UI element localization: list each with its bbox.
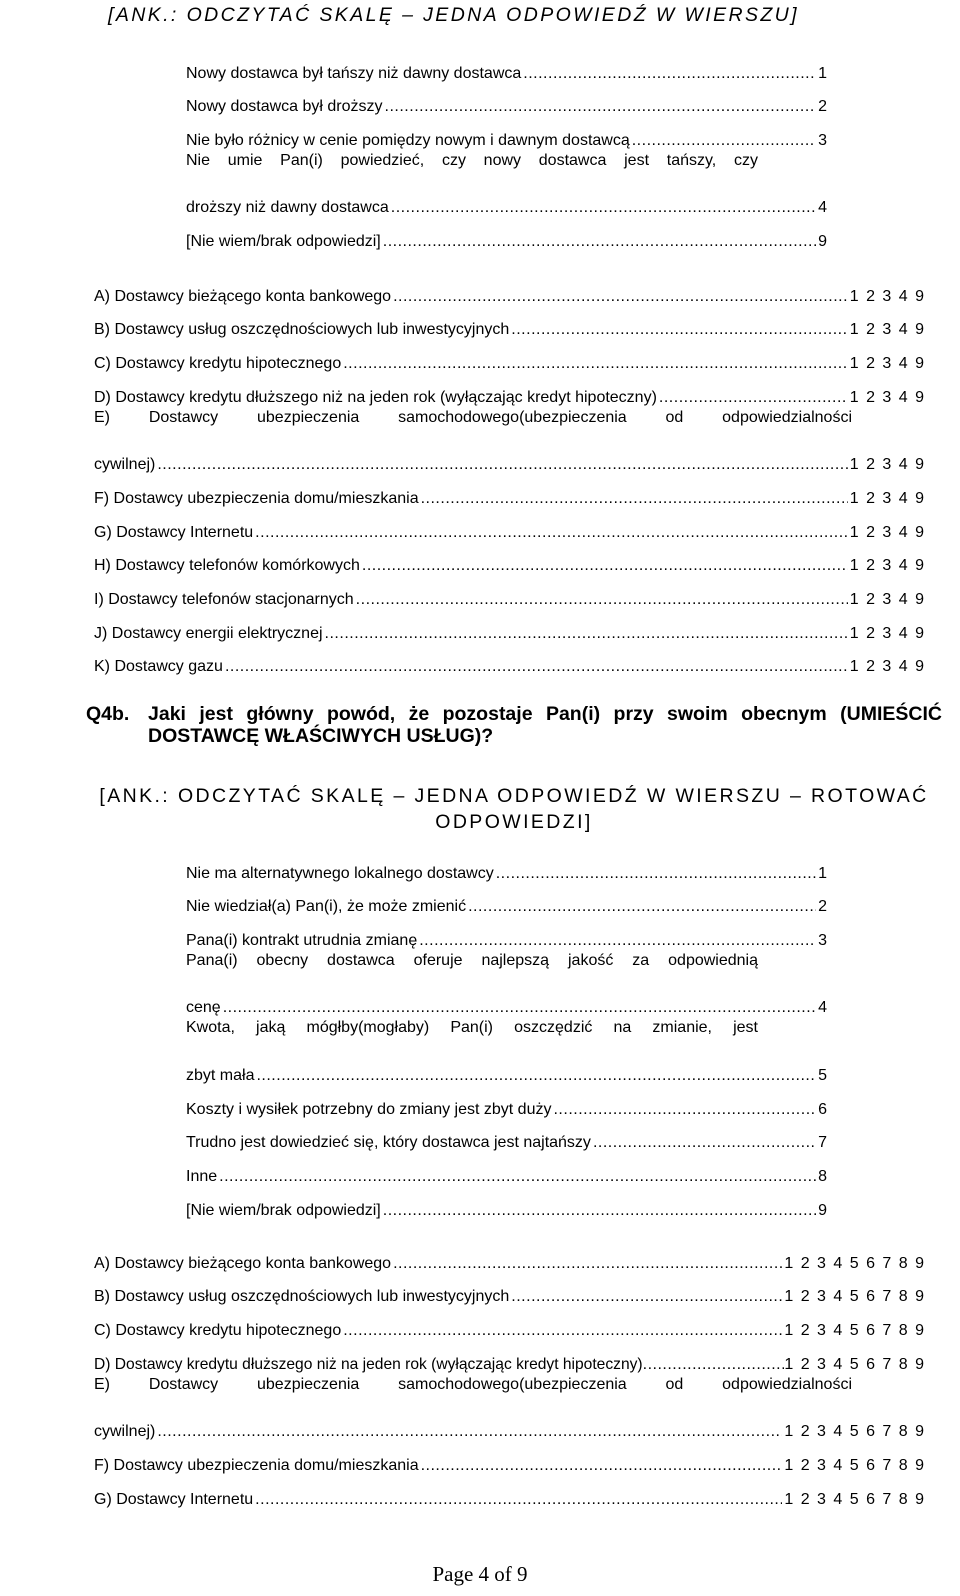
answer-option xyxy=(186,84,827,118)
provider-label: C) Dostawcy kredytu hipotecznego xyxy=(94,355,342,373)
answer-code: 4 xyxy=(818,999,827,1017)
answer-label-line1: Nie umie Pan(i) powiedzieć, czy nowy dostawca jest tańszy, czy xyxy=(186,152,758,170)
answer-code: 6 xyxy=(818,1100,827,1118)
answer-label: cenę xyxy=(186,999,221,1017)
scale-codes: 1 2 3 4 9 xyxy=(849,624,924,642)
answer-label: Nie wiedział(a) Pan(i), że może zmienić xyxy=(186,898,467,916)
scale-codes: 1 2 3 4 9 xyxy=(849,287,924,305)
answer-option xyxy=(186,1187,827,1221)
grid-row-line1 xyxy=(94,408,852,442)
provider-label: A) Dostawcy bieżącego konta bankowego xyxy=(94,287,392,305)
scale-codes: 1 2 3 4 9 xyxy=(849,557,924,575)
answer-option xyxy=(186,117,827,151)
answer-code: 1 xyxy=(818,64,827,82)
dot-leader xyxy=(383,232,816,252)
dot-leader xyxy=(325,624,848,644)
answer-code: 2 xyxy=(818,898,827,916)
answer-option xyxy=(186,1120,827,1154)
provider-label: B) Dostawcy usług oszczędnościowych lub inwestycyjnych xyxy=(94,321,510,339)
scale-codes: 1 2 3 4 5 6 7 8 9 xyxy=(784,1288,924,1306)
dot-leader xyxy=(391,198,816,218)
grid-row xyxy=(94,1307,924,1341)
scale-codes: 1 2 3 4 9 xyxy=(849,355,924,373)
grid-row xyxy=(94,475,924,509)
scale-codes: 1 2 3 4 5 6 7 8 9 xyxy=(784,1355,924,1373)
scale-codes: 1 2 3 4 5 6 7 8 9 xyxy=(784,1423,924,1441)
answer-option xyxy=(186,218,827,252)
grid-row xyxy=(94,1240,924,1274)
dot-leader xyxy=(468,897,816,917)
answer-code: 4 xyxy=(818,199,827,217)
dot-leader xyxy=(343,354,847,374)
grid-row xyxy=(94,273,924,307)
answer-option xyxy=(186,917,827,951)
question-text-line1: Jaki jest główny powód, że pozostaje Pan(i) przy swoim obecnym (UMIEŚCIĆ xyxy=(148,703,942,725)
provider-label: G) Dostawcy Internetu xyxy=(94,1490,254,1508)
dot-leader xyxy=(157,455,847,475)
provider-label: F) Dostawcy ubezpieczenia domu/mieszkania xyxy=(94,1456,419,1474)
answer-option-line1 xyxy=(186,951,758,985)
provider-grid-1 xyxy=(94,273,924,677)
dot-leader xyxy=(421,1456,783,1476)
dot-leader xyxy=(511,1287,782,1307)
answer-list-price-change xyxy=(186,50,827,252)
answer-label-line1: Pana(i) obecny dostawca oferuje najlepszą jakość za odpowiednią xyxy=(186,952,758,970)
dot-leader xyxy=(632,131,816,151)
scale-codes: 1 2 3 4 9 xyxy=(849,523,924,541)
grid-row xyxy=(94,1341,924,1375)
dot-leader xyxy=(157,1422,782,1442)
grid-row xyxy=(94,610,924,644)
grid-row xyxy=(94,1274,924,1308)
answer-code: 9 xyxy=(818,1201,827,1219)
dot-leader xyxy=(219,1167,816,1187)
scale-codes: 1 2 3 4 9 xyxy=(849,590,924,608)
provider-label-line1: E) Dostawcy ubezpieczenia samochodowego(ubezpieczenia od odpowiedzialności xyxy=(94,1375,852,1393)
dot-leader xyxy=(553,1100,816,1120)
answer-label: Koszty i wysiłek potrzebny do zmiany jest zbyt duży xyxy=(186,1100,552,1118)
provider-label: K) Dostawcy gazu xyxy=(94,658,223,676)
grid-row xyxy=(94,543,924,577)
grid-row xyxy=(94,1408,924,1442)
dot-leader xyxy=(496,864,816,884)
provider-label: G) Dostawcy Internetu xyxy=(94,523,254,541)
answer-code: 9 xyxy=(818,233,827,251)
question-text-line2: DOSTAWCĘ WŁAŚCIWYCH USŁUG)? xyxy=(148,725,494,747)
dot-leader xyxy=(343,1321,782,1341)
grid-row xyxy=(94,509,924,543)
page-number: Page 4 of 9 xyxy=(432,1562,528,1586)
provider-label: cywilnej) xyxy=(94,456,156,474)
dot-leader xyxy=(421,489,848,509)
dot-leader xyxy=(225,657,848,677)
dot-leader xyxy=(385,97,817,117)
dot-leader xyxy=(393,287,848,307)
instruction-line1: [ANK.: ODCZYTAĆ SKALĘ – JEDNA ODPOWIEDŹ W WIERSZU – ROTOWAĆ xyxy=(99,785,929,807)
scale-codes: 1 2 3 4 9 xyxy=(849,456,924,474)
dot-leader xyxy=(255,523,848,543)
provider-label: D) Dostawcy kredytu dłuższego niż na jeden rok (wyłączając kredyt hipoteczny) xyxy=(94,388,657,406)
grid-row xyxy=(94,374,924,408)
provider-label: J) Dostawcy energii elektrycznej xyxy=(94,624,323,642)
dot-leader xyxy=(362,556,848,576)
dot-leader xyxy=(383,1201,816,1221)
instruction-read-scale: [ANK.: ODCZYTAĆ SKALĘ – JEDNA ODPOWIEDŹ W WIERSZU] xyxy=(108,4,799,26)
scale-codes: 1 2 3 4 5 6 7 8 9 xyxy=(784,1254,924,1272)
answer-label: [Nie wiem/brak odpowiedzi] xyxy=(186,233,381,251)
dot-leader xyxy=(356,590,848,610)
provider-label: F) Dostawcy ubezpieczenia domu/mieszkania xyxy=(94,489,419,507)
answer-option xyxy=(186,50,827,84)
dot-leader xyxy=(393,1254,782,1274)
scale-codes: 1 2 3 4 5 6 7 8 9 xyxy=(784,1456,924,1474)
answer-option-line1 xyxy=(186,1018,758,1052)
dot-leader xyxy=(659,388,848,408)
dot-leader xyxy=(523,64,816,84)
scale-codes: 1 2 3 4 5 6 7 8 9 xyxy=(784,1490,924,1508)
scale-codes: 1 2 3 4 9 xyxy=(849,489,924,507)
scale-codes: 1 2 3 4 9 xyxy=(849,388,924,406)
dot-leader xyxy=(255,1490,782,1510)
grid-row xyxy=(94,1476,924,1510)
scale-codes: 1 2 3 4 5 6 7 8 9 xyxy=(784,1322,924,1340)
answer-code: 1 xyxy=(818,864,827,882)
answer-label: [Nie wiem/brak odpowiedzi] xyxy=(186,1201,381,1219)
question-number: Q4b. xyxy=(86,703,130,725)
grid-row xyxy=(94,644,924,678)
dot-leader xyxy=(256,1066,816,1086)
provider-grid-2 xyxy=(94,1240,924,1510)
question-text xyxy=(148,703,942,747)
provider-label: I) Dostawcy telefonów stacjonarnych xyxy=(94,590,354,608)
instruction-read-scale-rotate xyxy=(86,783,942,835)
dot-leader xyxy=(223,998,816,1018)
dot-leader xyxy=(511,320,847,340)
answer-code: 3 xyxy=(818,932,827,950)
answer-label: Pana(i) kontrakt utrudnia zmianę xyxy=(186,932,418,950)
answer-option xyxy=(186,1153,827,1187)
provider-label: D) Dostawcy kredytu dłuższego niż na jeden rok (wyłączając kredyt hipoteczny) xyxy=(94,1355,643,1373)
answer-label: Inne xyxy=(186,1167,218,1185)
provider-label: C) Dostawcy kredytu hipotecznego xyxy=(94,1322,342,1340)
answer-label: Nie ma alternatywnego lokalnego dostawcy xyxy=(186,864,494,882)
answer-label: Trudno jest dowiedzieć się, który dostawca jest najtańszy xyxy=(186,1134,591,1152)
answer-option xyxy=(186,884,827,918)
answer-code: 8 xyxy=(818,1167,827,1185)
grid-row xyxy=(94,441,924,475)
grid-row xyxy=(94,340,924,374)
answer-label: Nowy dostawca był tańszy niż dawny dostawca xyxy=(186,64,522,82)
provider-label: cywilnej) xyxy=(94,1423,156,1441)
dot-leader xyxy=(593,1133,816,1153)
answer-code: 3 xyxy=(818,132,827,150)
answer-label-line1: Kwota, jaką mógłby(mogłaby) Pan(i) oszczędzić na zmianie, jest xyxy=(186,1019,758,1037)
dot-leader xyxy=(643,1355,785,1375)
provider-label: A) Dostawcy bieżącego konta bankowego xyxy=(94,1254,392,1272)
answer-option xyxy=(186,1052,827,1086)
scale-codes: 1 2 3 4 9 xyxy=(849,658,924,676)
grid-row xyxy=(94,576,924,610)
answer-option-line1 xyxy=(186,151,758,185)
answer-option xyxy=(186,850,827,884)
answer-option xyxy=(186,185,827,219)
answer-label: droższy niż dawny dostawca xyxy=(186,199,389,217)
provider-label: H) Dostawcy telefonów komórkowych xyxy=(94,557,360,575)
answer-code: 2 xyxy=(818,98,827,116)
answer-label: zbyt mała xyxy=(186,1066,255,1084)
answer-label: Nowy dostawca był droższy xyxy=(186,98,383,116)
grid-row xyxy=(94,307,924,341)
answer-code: 7 xyxy=(818,1134,827,1152)
provider-label: B) Dostawcy usług oszczędnościowych lub inwestycyjnych xyxy=(94,1288,510,1306)
answer-list-reasons xyxy=(186,850,827,1221)
answer-option xyxy=(186,1086,827,1120)
instruction-line2: ODPOWIEDZI] xyxy=(435,811,593,833)
answer-label: Nie było różnicy w cenie pomiędzy nowym i dawnym dostawcą xyxy=(186,132,630,150)
grid-row xyxy=(94,1442,924,1476)
dot-leader xyxy=(419,931,816,951)
scale-codes: 1 2 3 4 9 xyxy=(849,321,924,339)
answer-option xyxy=(186,985,827,1019)
answer-code: 5 xyxy=(818,1066,827,1084)
grid-row-line1 xyxy=(94,1375,852,1409)
provider-label-line1: E) Dostawcy ubezpieczenia samochodowego(ubezpieczenia od odpowiedzialności xyxy=(94,408,852,426)
